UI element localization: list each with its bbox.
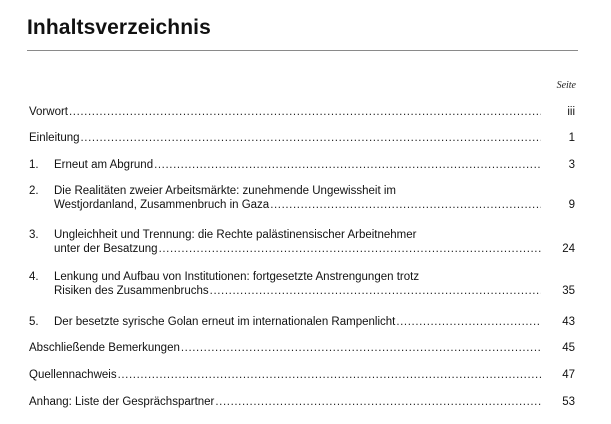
dot-leader [159, 242, 541, 256]
toc-entry-chapter-2[interactable] [29, 184, 575, 212]
toc-entry-number: 3. [29, 229, 39, 241]
toc-entry-title: Erneut am Abgrund [54, 159, 154, 171]
toc-entry-number: 5. [29, 316, 39, 328]
title-divider [27, 50, 578, 51]
toc-entry-title: Einleitung [29, 132, 80, 144]
dot-leader [396, 315, 541, 329]
toc-entry-vorwort[interactable] [29, 105, 575, 119]
dot-leader [69, 105, 541, 119]
toc-entry-page: 1 [568, 132, 575, 144]
toc-entry-number: 4. [29, 271, 39, 283]
toc-entry-title: Vorwort [29, 106, 68, 118]
toc-entry-title-line1: Die Realitäten zweier Arbeitsmärkte: zunehmende Ungewissheit im [54, 185, 396, 197]
toc-entry-page: 35 [562, 285, 575, 297]
toc-entry-chapter-3[interactable] [29, 228, 575, 256]
toc-entry-title: Der besetzte syrische Golan erneut im internationalen Rampenlicht [54, 316, 396, 328]
toc-entry-title-line1: Ungleichheit und Trennung: die Rechte palästinensischer Arbeitnehmer [54, 229, 417, 241]
toc-entry-number: 1. [29, 159, 39, 171]
toc-entry-title: Anhang: Liste der Gesprächspartner [29, 396, 215, 408]
toc-entry-chapter-5[interactable] [29, 315, 575, 329]
toc-entry-page: 9 [568, 199, 575, 211]
dot-leader [181, 341, 541, 355]
dot-leader [81, 131, 541, 145]
toc-entry-title-line1: Lenkung und Aufbau von Institutionen: fortgesetzte Anstrengungen trotz [54, 271, 420, 283]
toc-entry-page: 53 [562, 396, 575, 408]
toc-entry-chapter-4[interactable] [29, 270, 575, 298]
dot-leader [210, 284, 541, 298]
toc-entry-page: 43 [562, 316, 575, 328]
toc-entry-einleitung[interactable] [29, 131, 575, 145]
dot-leader [154, 158, 541, 172]
toc-entry-title-line2: Westjordanland, Zusammenbruch in Gaza [54, 199, 270, 211]
dot-leader [215, 395, 541, 409]
toc-entry-title-line2: Risiken des Zusammenbruchs [54, 285, 209, 297]
toc-entry-chapter-1[interactable] [29, 158, 575, 172]
toc-entry-number: 2. [29, 185, 39, 197]
toc-entry-title: Quellennachweis [29, 369, 117, 381]
toc-entry-page: iii [567, 106, 575, 118]
toc-entry-appendix[interactable] [29, 395, 575, 409]
dot-leader [118, 368, 541, 382]
page-column-label: Seite [556, 80, 576, 91]
toc-entry-title-line2: unter der Besatzung [54, 243, 158, 255]
toc-entry-sources[interactable] [29, 368, 575, 382]
toc-entry-page: 47 [562, 369, 575, 381]
document-title: Inhaltsverzeichnis [27, 16, 211, 39]
toc-entry-page: 3 [568, 159, 575, 171]
toc-entry-closing-remarks[interactable] [29, 341, 575, 355]
toc-entry-page: 24 [562, 243, 575, 255]
toc-entry-page: 45 [562, 342, 575, 354]
toc-entry-title: Abschließende Bemerkungen [29, 342, 180, 354]
dot-leader [270, 198, 541, 212]
